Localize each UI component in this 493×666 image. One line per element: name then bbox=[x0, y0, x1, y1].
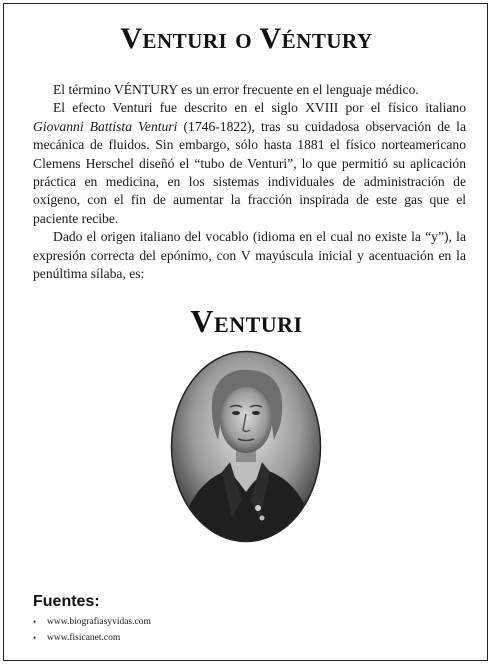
list-item bbox=[33, 614, 151, 630]
paragraph-3: Dado el origen italiano del vocablo (idioma en el cual no existe la “y”), la expresión correcta del epónimo, con V mayúscula inicial y acentuación en la penúltima sílaba, es: bbox=[33, 229, 466, 282]
portrait-engraving-icon bbox=[170, 350, 322, 543]
paragraph-2-italic-name: Giovanni Battista Venturi bbox=[33, 118, 178, 134]
sources-heading: Fuentes: bbox=[33, 593, 100, 610]
bullet-icon: • bbox=[33, 617, 37, 627]
source-link[interactable]: www.fisicanet.com bbox=[47, 633, 121, 643]
source-link[interactable]: www.biografiasyvidas.com bbox=[47, 617, 151, 627]
paragraph-2 bbox=[33, 99, 466, 228]
eponym-heading: Venturi bbox=[190, 303, 303, 339]
article-body bbox=[33, 81, 466, 283]
page-title: Venturi o Véntury bbox=[120, 22, 373, 55]
bullet-icon: • bbox=[33, 633, 37, 643]
paragraph-1: El término VÉNTURY es un error frecuente en el lenguaje médico. bbox=[53, 82, 419, 97]
list-item bbox=[33, 630, 151, 646]
sources-list bbox=[33, 614, 151, 646]
paragraph-2-after: (1746-1822), tras su cuidadosa observación de la mecánica de fluidos. Sin embargo, sólo hasta 1881 el físico norteamericano Clemens Herschel diseñó el “tubo de Venturi”, lo que permitió su aplicación práctica en medicina, en los sistemas individuales de administración de oxígeno, con el fin de aumentar la fracción inspirada de este gas que el paciente recibe. bbox=[33, 118, 466, 226]
paragraph-2-before: El efecto Venturi fue descrito en el siglo XVIII por el físico italiano bbox=[53, 100, 466, 116]
